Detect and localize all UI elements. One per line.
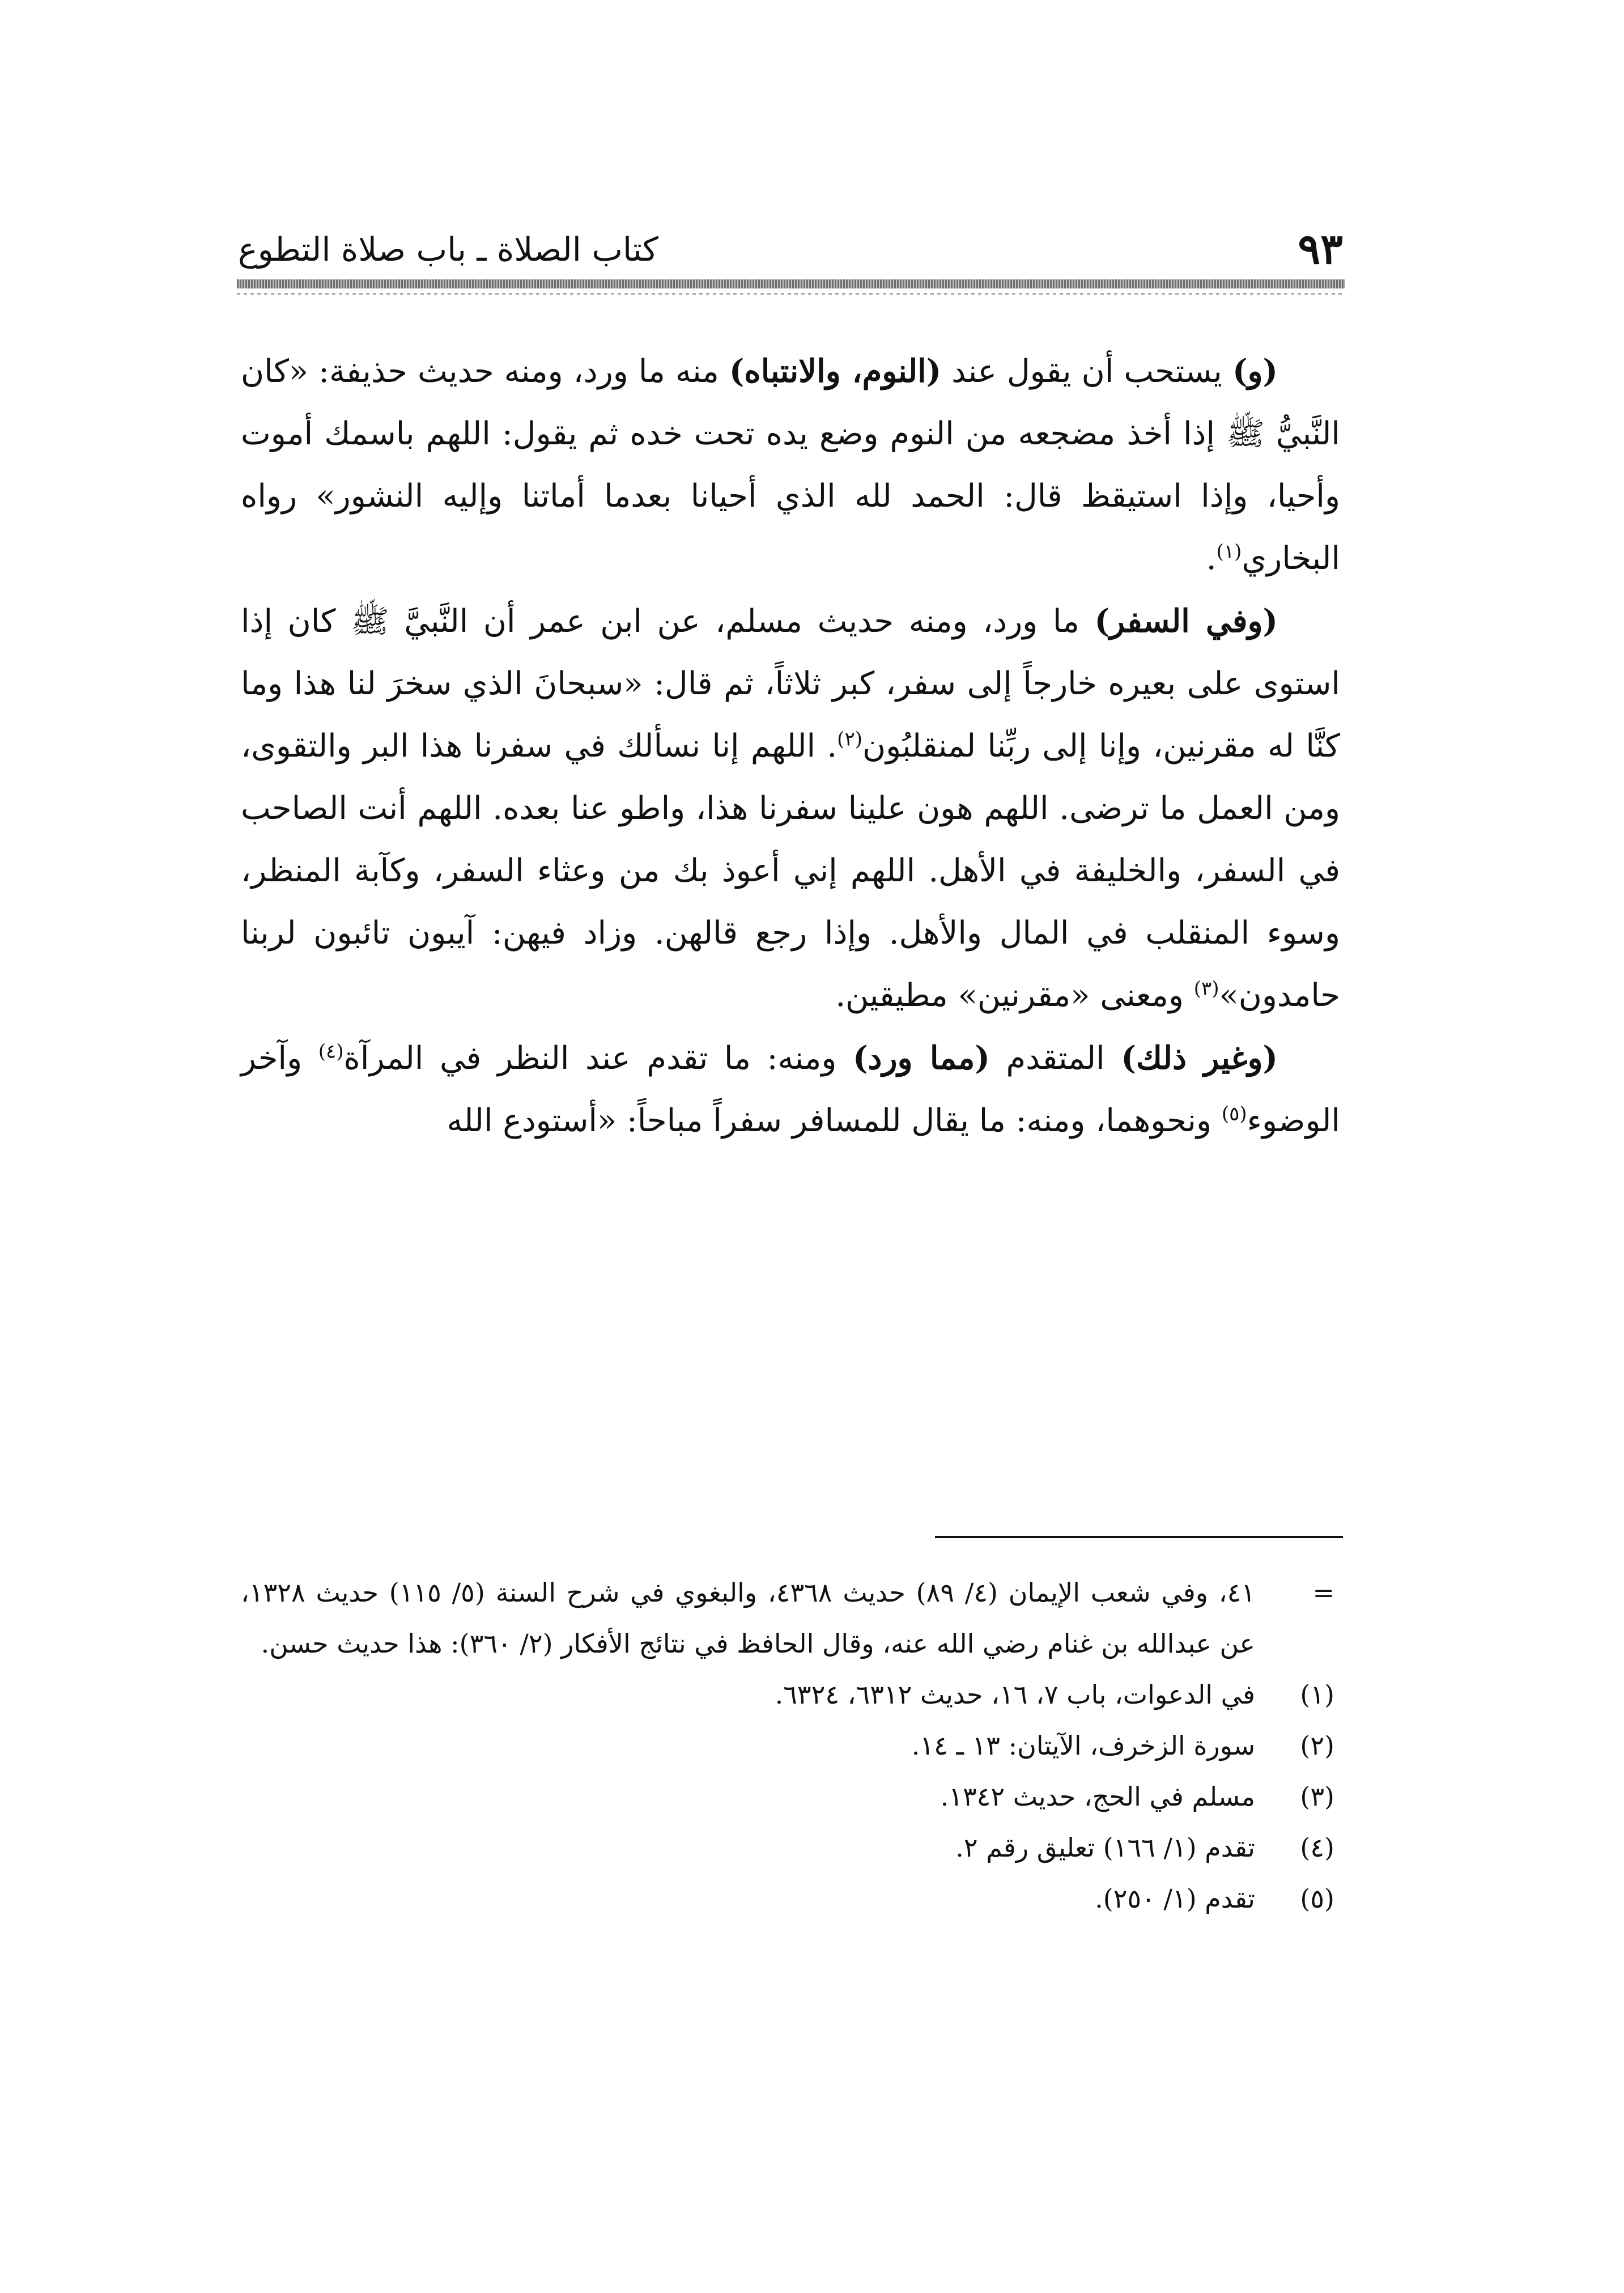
paragraph-travel xyxy=(241,590,1340,1027)
footnote-continued xyxy=(241,1567,1340,1669)
footnote-1 xyxy=(241,1669,1340,1720)
footnote-text: في الدعوات، باب ٧، ١٦، حديث ٦٣١٢، ٦٣٢٤. xyxy=(775,1679,1255,1710)
text-run: ومنه: ما تقدم عند النظر في المرآة xyxy=(343,1040,853,1077)
bold-term: (النوم، والانتباه) xyxy=(729,353,942,390)
footnote-text: سورة الزخرف، الآيتان: ١٣ ـ ١٤. xyxy=(911,1730,1255,1761)
footnote-marker: (٣) xyxy=(1300,1781,1334,1812)
footnote-text: مسلم في الحج، حديث ١٣٤٢. xyxy=(940,1781,1255,1812)
footnote-3 xyxy=(241,1771,1340,1822)
text-run: ونحوهما، ومنه: ما يقال للمسافر سفراً مباحاً: «أستودع الله xyxy=(447,1102,1222,1139)
footnote-2 xyxy=(241,1720,1340,1771)
footnote-marker: (١) xyxy=(1300,1679,1334,1710)
footnotes xyxy=(241,1567,1340,1924)
footnote-marker: (٥) xyxy=(1300,1883,1334,1914)
footnote-ref: (٢) xyxy=(837,728,862,751)
paragraph-sleep-waking xyxy=(241,340,1340,590)
footnote-marker: = xyxy=(1312,1577,1334,1608)
text-run: وآخر الوضوء xyxy=(241,1040,1340,1139)
footnote-ref: (٣) xyxy=(1193,977,1219,1000)
footnote-text: ٤١، وفي شعب الإيمان (٤/ ٨٩) حديث ٤٣٦٨، والبغوي في شرح السنة (٥/ ١١٥) حديث ١٣٢٨، عن عبدالله بن غنام رضي الله عنه، وقال الحافظ في نتائج الأفكار (٢/ ٣٦٠): هذا حديث حسن. xyxy=(241,1577,1256,1659)
bold-term: (و) xyxy=(1232,353,1278,390)
text-run: . اللهم إنا نسألك في سفرنا هذا البر والتقوى، ومن العمل ما ترضى. اللهم هون علينا سفرنا هذا، واطو عنا بعده. اللهم أنت الصاحب في السفر، والخليفة في الأهل. اللهم إني أعوذ بك من وعثاء السفر، وكآبة المنظر، وسوء المنقلب في المال والأهل. وإذا رجع قالهن. وزاد فيهن: آيبون تائبون لربنا حامدون» xyxy=(241,728,1341,1014)
footnote-marker: (٤) xyxy=(1300,1832,1334,1863)
footnote-text: تقدم (١/ ١٦٦) تعليق رقم ٢. xyxy=(955,1832,1255,1863)
footnote-5 xyxy=(241,1873,1340,1924)
footnote-4 xyxy=(241,1822,1340,1873)
text-run: يستحب أن يقول عند xyxy=(941,353,1232,390)
footnote-marker: (٢) xyxy=(1300,1730,1334,1761)
running-header xyxy=(238,224,1343,275)
header-divider-thin xyxy=(237,293,1345,295)
text-run: ما ورد، ومنه حديث مسلم، عن ابن عمر أن النَّبيَّ ﷺ كان إذا استوى على بعيره خارجاً إلى سفر، كبر ثلاثاً، ثم قال: «سبحانَ الذي سخرَ لنا هذا وما كنَّا له مقرنين، وإنا إلى ربِّنا لمنقلبُون xyxy=(241,603,1341,765)
bold-term: (وفي السفر) xyxy=(1094,602,1278,640)
text-run: ومعنى «مقرنين» مطيقين. xyxy=(835,977,1194,1014)
bold-term: (وغير ذلك) xyxy=(1121,1039,1278,1077)
paragraph-other xyxy=(241,1027,1340,1152)
page-number: ٩٣ xyxy=(1298,225,1343,274)
footnote-ref: (١) xyxy=(1216,540,1242,563)
text-run: . xyxy=(1206,540,1217,577)
text-run: منه ما ورد، ومنه حديث حذيفة: «كان النَّبيُّ ﷺ إذا أخذ مضجعه من النوم وضع يده تحت خده ثم يقول: اللهم باسمك أموت وأحيا، وإذا استيقظ قال: الحمد لله الذي أحيانا بعدما أماتنا وإليه النشور» رواه البخاري xyxy=(241,353,1340,577)
header-divider xyxy=(237,279,1345,288)
footnote-ref: (٤) xyxy=(318,1040,344,1063)
main-text xyxy=(241,340,1340,1152)
bold-term: (مما ورد) xyxy=(853,1039,990,1077)
text-run: المتقدم xyxy=(989,1040,1121,1077)
footnote-ref: (٥) xyxy=(1221,1102,1247,1126)
footnote-text: تقدم (١/ ٢٥٠). xyxy=(1095,1883,1255,1914)
footnote-separator xyxy=(935,1536,1343,1538)
running-title: كتاب الصلاة ـ باب صلاة التطوع xyxy=(238,230,658,269)
